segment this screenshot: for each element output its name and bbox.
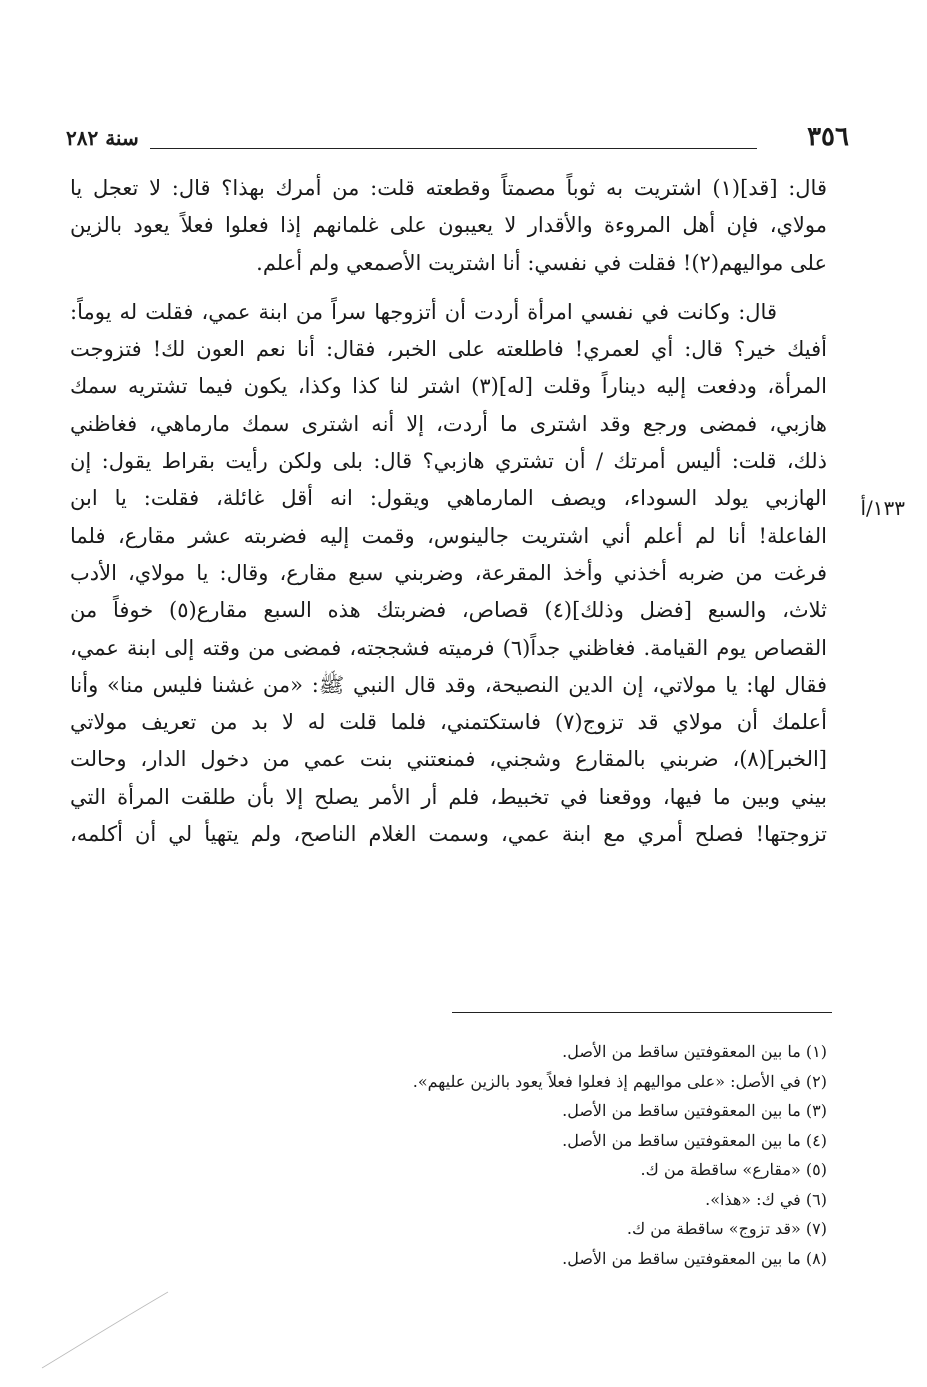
paragraph-2: [70, 294, 827, 853]
text-line: هازبي، فمضى ورجع وقد اشترى ما أردت، إلا أنه اشترى سمك مارماهي، فغاظني: [70, 411, 827, 436]
main-text: [70, 170, 827, 853]
footnote: (٢) في الأصل: «على مواليهم إذ فعلوا فعلاً يعود بالزين عليهم».: [412, 1071, 827, 1091]
footnotes: [300, 1037, 827, 1273]
text-line: [الخبر](٨)، ضربني بالمقارع وشجني، فمنعتني بنت عمي من دخول الدار، وحالت: [70, 747, 827, 772]
text-line: المرأة، ودفعت إليه ديناراً وقلت [له](٣) اشتر لنا كذا وكذا، يكون فيما تشتريه سمك: [70, 374, 827, 399]
text-line: بيني وبين ما فيها، ووقعنا في تخبيط، فلم أر الأمر يصلح إلا بأن طلقت المرأة التي: [70, 784, 827, 809]
header-rule: [150, 148, 757, 149]
footnote: (٤) ما بين المعقوفتين ساقط من الأصل.: [562, 1130, 827, 1150]
manuscript-folio-marker: ١٣٣/أ: [860, 496, 905, 520]
footnote-rule: [452, 1012, 832, 1013]
footnote: (٨) ما بين المعقوفتين ساقط من الأصل.: [562, 1248, 827, 1268]
text-line: الفاعلة! أنا لم أعلم أني اشتريت جالينوس، وقمت إليه فضربته عشر مقارع، فلما: [70, 523, 827, 548]
text-line: ذلك، قلت: أليس أمرتك / أن تشتري هازبي؟ قال: بلى ولكن رأيت بقراط يقول: إن: [70, 449, 827, 474]
footnote: (٦) في ك: «هذا».: [705, 1189, 827, 1209]
text-line: أفيك خير؟ قال: أي لعمري! فاطلعته على الخبر، فقال: أنا نعم العون لك! فتزوجت: [70, 337, 827, 362]
paper-scratch-mark: [40, 1290, 170, 1370]
text-line: فرغت من ضربه أخذني وأخذ المقرعة، وضربني سبع مقارع، وقال: يا مولاي، الأدب: [70, 560, 827, 585]
text-line: تزوجتها! فصلح أمري مع ابنة عمي، وسمت الغلام الناصح، ولم يتهيأ لي أن أكلمه،: [70, 822, 827, 847]
text-line: فقال لها: يا مولاتي، إن الدين النصيحة، وقد قال النبي ﷺ: «من غشنا فليس منا» وأنا: [70, 672, 827, 697]
text-line: قال: وكانت في نفسي امرأة أردت أن أتزوجها سراً من ابنة عمي، فقلت له يوماً:: [70, 299, 777, 324]
text-line: القصاص يوم القيامة. فغاظني جداً(٦) فرميته فشججته، فمضى من وقته إلى ابنة عمي،: [70, 635, 827, 660]
text-line: على مواليهم(٢)! فقلت في نفسي: أنا اشتريت الأصمعي ولم أعلم.: [256, 250, 827, 275]
paragraph-1: [70, 170, 827, 282]
text-line: أعلمك أن مولاي قد تزوج(٧) فاستكتمني، فلما قلت له لا بد من تعريف مولاتي: [70, 710, 827, 735]
footnote: (٥) «مقارع» ساقطة من ك.: [640, 1160, 827, 1179]
footnote: (٧) «قد تزوج» ساقطة من ك.: [626, 1219, 827, 1238]
footnote: (١) ما بين المعقوفتين ساقط من الأصل.: [562, 1042, 827, 1061]
footnote: (٣) ما بين المعقوفتين ساقط من الأصل.: [562, 1101, 827, 1120]
text-line: مولاي، فإن أهل المروءة والأقدار لا يعيبون على غلمانهم إذا فعلوا فعلاً يعود بالزين: [70, 213, 827, 238]
text-line: ثلاث، والسبع [فضل وذلك](٤) قصاص، فضربتك هذه السبع مقارع(٥) خوفاً من: [70, 598, 827, 623]
running-header-year: سنة ٢٨٢: [66, 126, 139, 150]
page-number: ٣٥٦: [807, 122, 849, 152]
text-line: قال: [قد](١) اشتريت به ثوباً مصمتاً وقطعته قلت: من أمرك بهذا؟ قال: لا تعجل يا: [70, 176, 827, 200]
text-line: الهازبي يولد السوداء، ويصف المارماهي ويقول: انه أقل غائلة، فقلت: يا ابن: [70, 486, 827, 511]
